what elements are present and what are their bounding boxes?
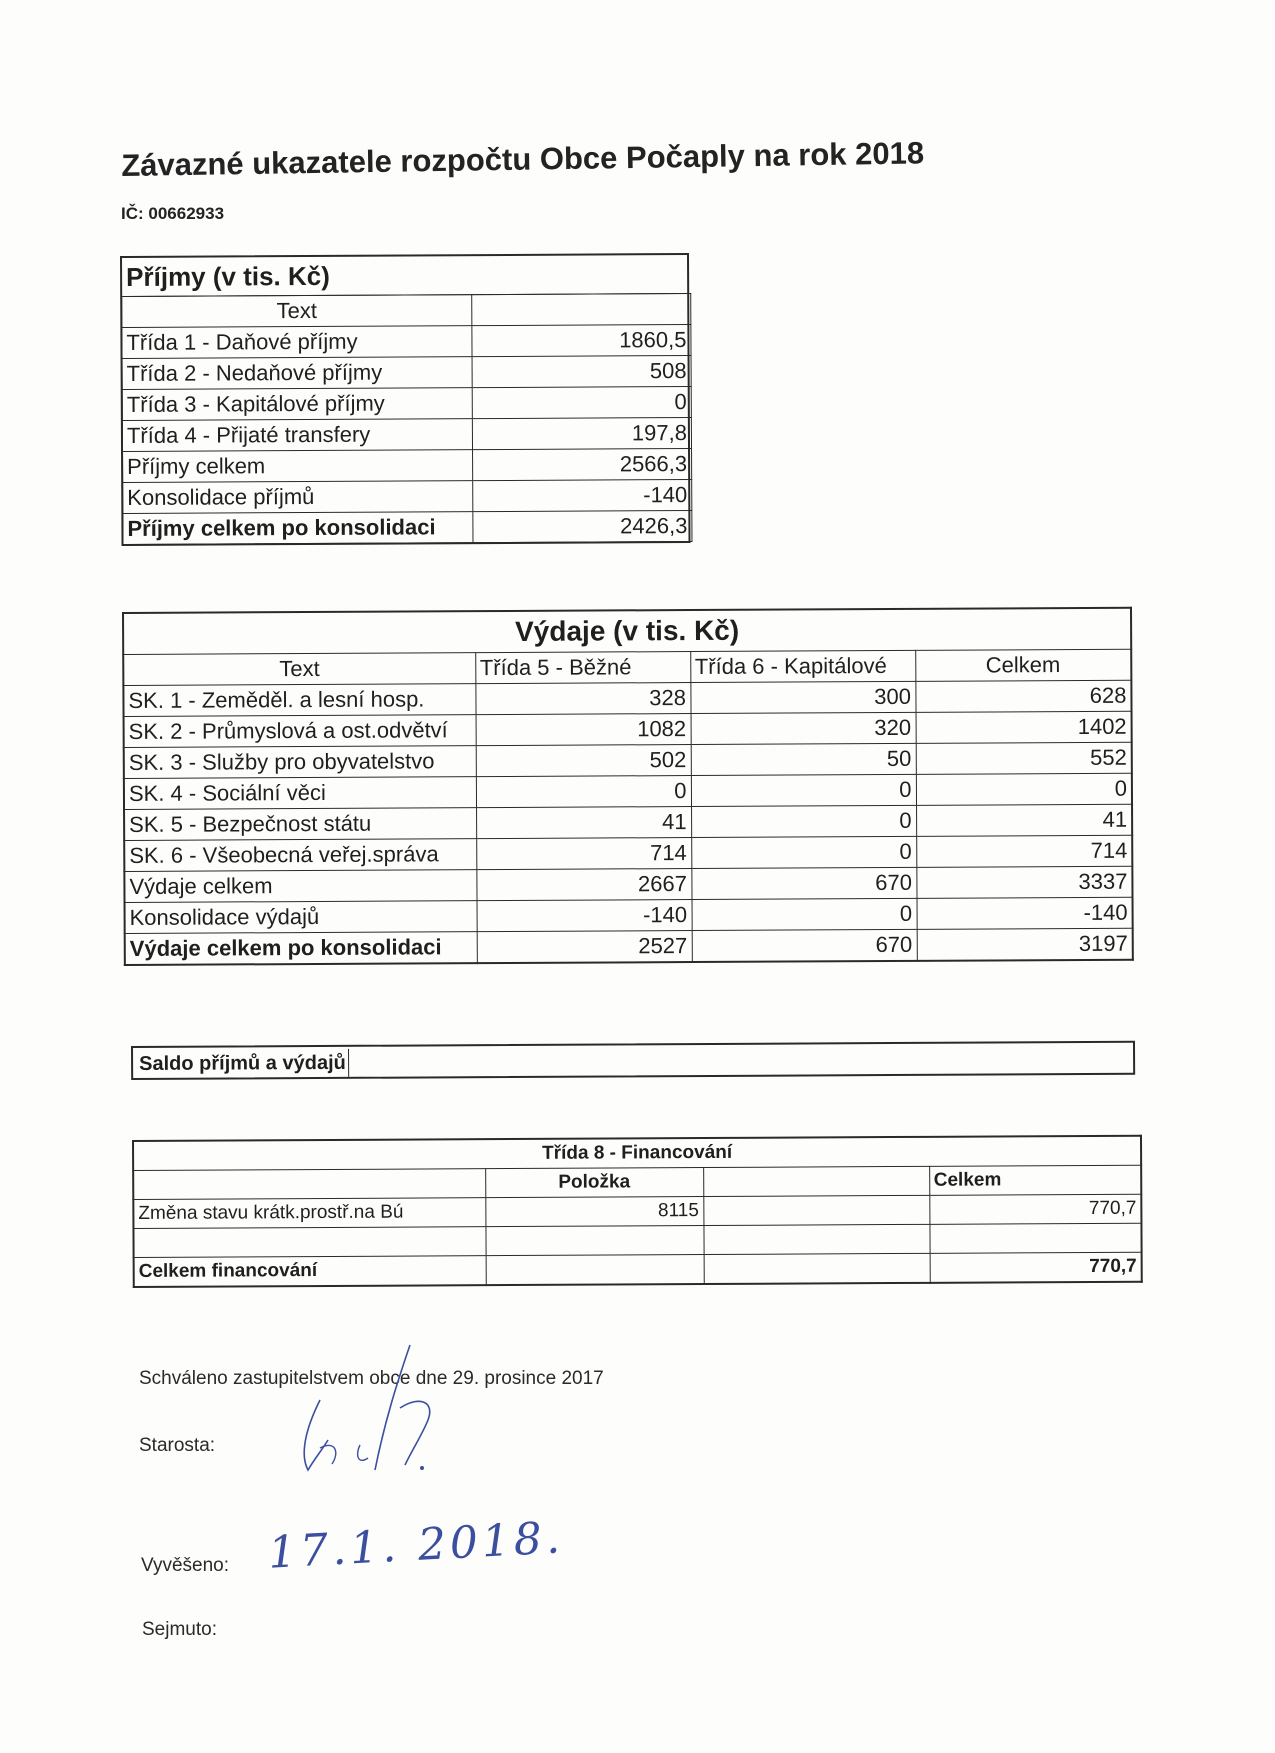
row-celkem: 552 [916,742,1132,774]
row-label: SK. 4 - Sociální věci [124,777,476,810]
row-bezne: 502 [476,745,691,777]
row-celkem: 770,7 [929,1194,1141,1224]
row-celkem: 714 [916,835,1132,867]
row-value: 2426,3 [473,511,692,543]
vydaje-grid [122,607,1134,966]
col-text: Text [123,653,475,686]
row-value: -140 [473,480,692,512]
row-value: 2566,3 [473,449,692,481]
row-kapitalove: 300 [690,681,915,713]
row-value: 0 [472,387,691,419]
empty-cell [486,1255,704,1286]
sejmuto-label: Sejmuto: [142,1619,217,1640]
row-bezne: 2667 [476,869,691,901]
row-bezne: 2527 [477,931,692,964]
saldo-label: Saldo příjmů a výdajů [137,1049,349,1078]
row-label: Výdaje celkem [124,870,476,903]
vyveseno-date: 17.1. 2018. [266,1512,566,1579]
table-row [123,449,692,483]
row-label: Třída 1 - Daňové příjmy [122,326,472,359]
empty-cell [929,1223,1141,1253]
row-bezne: 714 [476,838,691,870]
saldo-box [131,1041,1135,1080]
table-header-row [133,1165,1141,1199]
prijmy-grid [121,293,692,545]
row-value: 197,8 [472,418,691,450]
row-kapitalove: 50 [691,743,916,775]
vydaje-heading-row [123,608,1131,655]
row-bezne: 0 [476,776,691,808]
row-label: SK. 5 - Bezpečnost státu [124,808,476,841]
table-row [122,387,691,421]
col-kapitalove: Třída 6 - Kapitálové [690,650,915,682]
empty-cell [485,1226,703,1256]
col-value-empty [472,294,691,326]
financovani-grid [132,1135,1143,1288]
row-celkem: 770,7 [930,1252,1142,1283]
approval-text: Schváleno zastupitelstvem obce dne 29. prosince 2017 [139,1368,604,1389]
financovani-heading: Třída 8 - Financování [133,1136,1141,1171]
empty-cell [703,1195,929,1225]
row-polozka: 8115 [485,1197,703,1227]
row-bezne: 328 [475,683,690,715]
row-label: SK. 6 - Všeobecná veřej.správa [124,839,476,872]
row-label: Příjmy celkem [123,450,473,483]
row-celkem: 1402 [916,711,1132,743]
row-kapitalove: 0 [691,805,916,837]
row-celkem: 628 [915,680,1131,712]
row-kapitalove: 0 [692,898,917,930]
col-celkem: Celkem [929,1165,1141,1195]
row-kapitalove: 0 [691,774,916,806]
table-row [122,356,691,390]
table-row [122,418,691,452]
row-label: SK. 1 - Zeměděl. a lesní hosp. [123,684,475,717]
table-row-total [125,928,1133,965]
row-celkem: -140 [917,897,1133,929]
row-label: Výdaje celkem po konsolidaci [125,932,477,965]
vydaje-heading: Výdaje (v tis. Kč) [123,608,1131,655]
row-celkem: 3337 [916,866,1132,898]
document-title: Závazné ukazatele rozpočtu Obce Počaply na rok 2018 [121,135,925,183]
table-row [122,325,691,359]
row-kapitalove: 670 [691,867,916,899]
vyveseno-label: Vyvěšeno: [141,1555,230,1576]
row-kapitalove: 320 [691,712,916,744]
row-label: Třída 4 - Přijaté transfery [122,419,472,452]
empty-cell [703,1224,929,1254]
row-label: SK. 3 - Služby pro obyvatelstvo [124,746,476,779]
row-value: 508 [472,356,691,388]
row-label: SK. 2 - Průmyslová a ost.odvětví [124,715,476,748]
table-row-total [123,511,692,545]
row-celkem: 0 [916,773,1132,805]
row-label: Změna stavu krátk.prostř.na Bú [133,1198,485,1229]
row-bezne: -140 [477,900,692,932]
col-text: Text [122,295,472,328]
table-row-total [134,1252,1142,1287]
row-bezne: 1082 [476,714,691,746]
empty-cell [133,1169,485,1200]
prijmy-heading: Příjmy (v tis. Kč) [122,255,687,297]
col-polozka: Položka [485,1168,703,1198]
row-kapitalove: 0 [691,836,916,868]
ic-number: IČ: 00662933 [121,204,225,223]
row-label: Třída 3 - Kapitálové příjmy [122,388,472,421]
col-celkem: Celkem [915,649,1131,681]
row-label: Konsolidace příjmů [123,481,473,514]
table-header-row [122,294,691,328]
empty-cell [704,1253,930,1284]
prijmy-table [120,253,691,546]
row-celkem: 41 [916,804,1132,836]
row-label: Konsolidace výdajů [125,901,477,934]
vydaje-table [122,607,1132,966]
row-celkem: 3197 [917,928,1133,961]
row-label: Příjmy celkem po konsolidaci [123,512,473,545]
table-row [123,480,692,514]
row-value: 1860,5 [472,325,691,357]
row-label: Třída 2 - Nedaňové příjmy [122,357,472,390]
starosta-label: Starosta: [139,1435,216,1456]
signature [280,1340,460,1500]
row-label: Celkem financování [134,1256,486,1287]
prijmy-frame [120,253,691,546]
row-bezne: 41 [476,807,691,839]
empty-cell [703,1166,929,1196]
empty-cell [133,1227,485,1258]
col-bezne: Třída 5 - Běžné [475,652,690,684]
row-kapitalove: 670 [692,929,917,962]
financovani-table [132,1135,1141,1288]
